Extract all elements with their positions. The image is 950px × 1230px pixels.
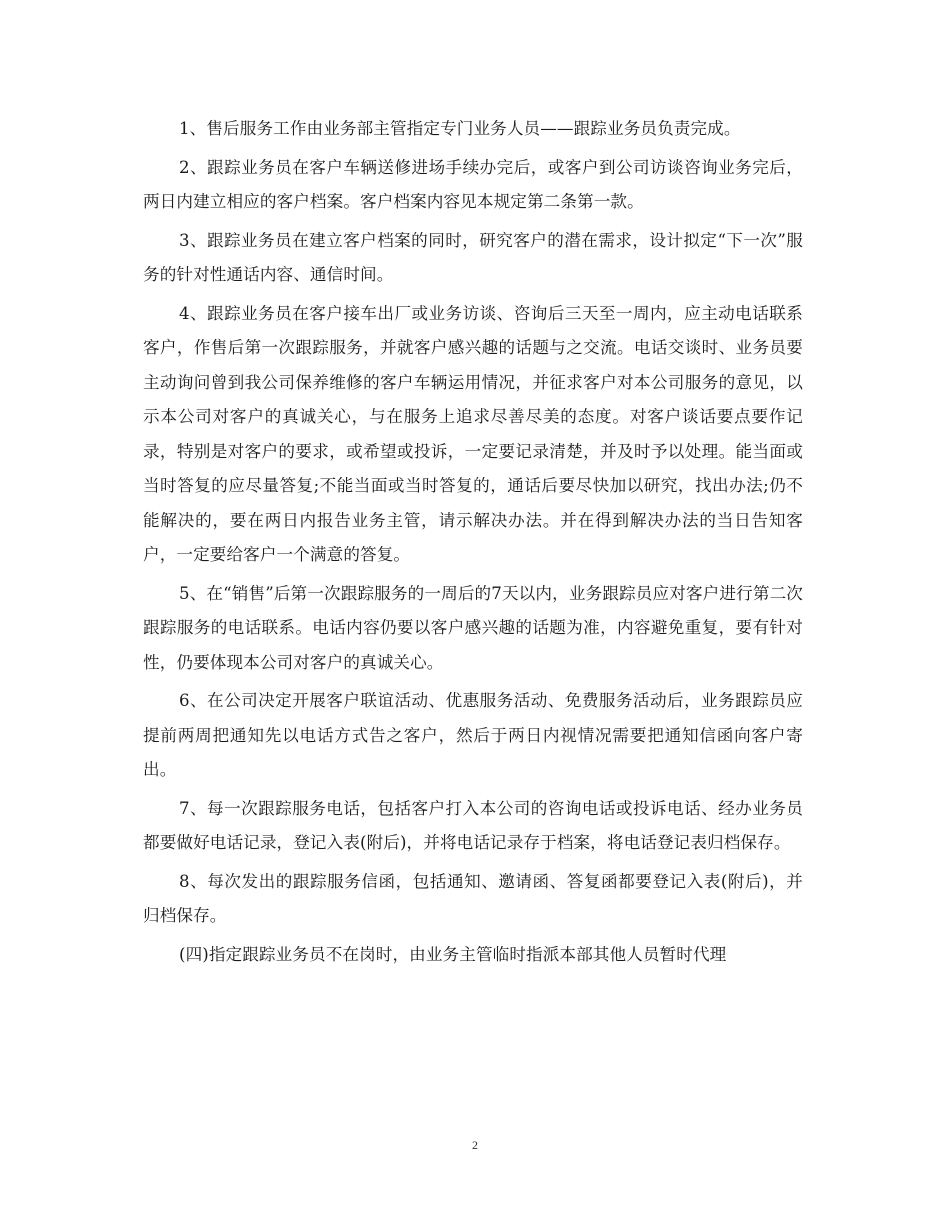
paragraph-3: 3、跟踪业务员在建立客户档案的同时，研究客户的潜在需求，设计拟定“下一次”服务的针对性通话内容、通信时间。 [143, 230, 803, 284]
page-number: 2 [472, 1138, 478, 1152]
paragraph-7: 7、每一次跟踪服务电话，包括客户打入本公司的咨询电话或投诉电话、经办业务员都要做好电话记录，登记入表(附后)，并将电话记录存于档案，将电话登记表归档保存。 [143, 798, 803, 852]
paragraph-9: (四)指定跟踪业务员不在岗时，由业务主管临时指派本部其他人员暂时代理 [179, 944, 727, 964]
paragraph-8: 8、每次发出的跟踪服务信函，包括通知、邀请函、答复函都要登记入表(附后)，并归档保存。 [143, 871, 803, 925]
paragraph-5: 5、在“销售”后第一次跟踪服务的一周后的7天以内，业务跟踪员应对客户进行第二次跟踪服务的电话联系。电话内容仍要以客户感兴趣的话题为准，内容避免重复，要有针对性，仍要体现本公司对客户的真诚关心。 [143, 583, 803, 672]
paragraph-4: 4、跟踪业务员在客户接车出厂或业务访谈、咨询后三天至一周内，应主动电话联系客户，作售后第一次跟踪服务，并就客户感兴趣的话题与之交流。电话交谈时、业务员要主动询问曾到我公司保养维修的客户车辆运用情况，并征求客户对本公司服务的意见，以示本公司对客户的真诚关心，与在服务上追求尽善尽美的态度。对客户谈话要点要作记录，特别是对客户的要求，或希望或投诉，一定要记录清楚，并及时予以处理。能当面或当时答复的应尽量答复;不能当面或当时答复的，通话后要尽快加以研究，找出办法;仍不能解决的，要在两日内报告业务主管，请示解决办法。并在得到解决办法的当日告知客户，一定要给客户一个满意的答复。 [143, 303, 803, 564]
paragraph-1: 1、售后服务工作由业务部主管指定专门业务人员——跟踪业务员负责完成。 [179, 119, 741, 138]
paragraph-6: 6、在公司决定开展客户联谊活动、优惠服务活动、免费服务活动后，业务跟踪员应提前两周把通知先以电话方式告之客户，然后于两日内视情况需要把通知信函向客户寄出。 [143, 691, 803, 779]
document-body [143, 112, 803, 976]
paragraph-2: 2、跟踪业务员在客户车辆送修进场手续办完后，或客户到公司访谈咨询业务完后，两日内建立相应的客户档案。客户档案内容见本规定第二条第一款。 [143, 157, 803, 211]
